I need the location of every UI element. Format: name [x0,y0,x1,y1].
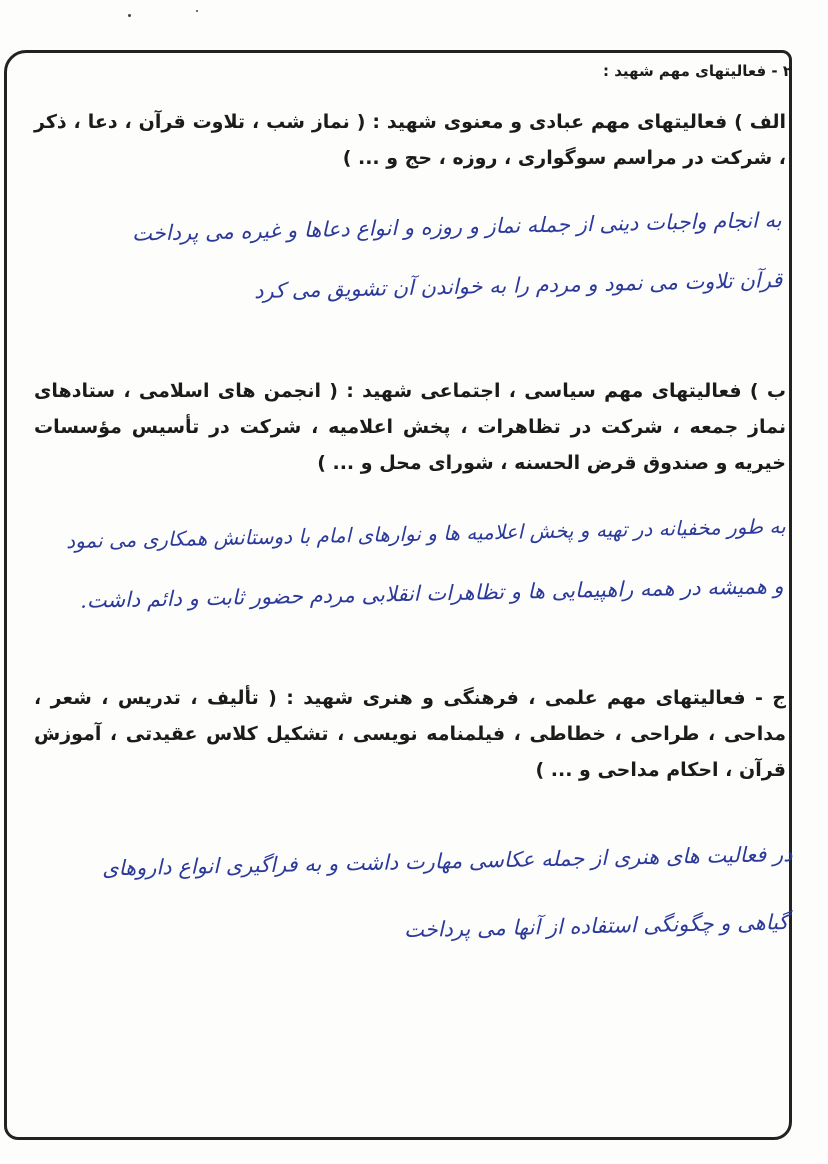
printed-paragraph-alef: الف ) فعالیتهای مهم عبادی و معنوی شهید : ( نماز شب ، تلاوت قرآن ، دعا ، ذکر ، شرکت در مراسم سوگواری ، روزه ، حج و ... ) [34,111,786,169]
handwritten-line: و همیشه در همه راهپیمایی ها و تظاهرات انقلابی مردم حضور ثابت و دائم داشت. [80,574,785,613]
section-heading: ۲ - فعالیتهای مهم شهید : [603,62,792,80]
handwritten-line: در فعالیت های هنری از جمله عکاسی مهارت داشت و به فراگیری انواع داروهای [101,842,793,881]
bleed-through-text [354,78,358,94]
printed-paragraph-jim: ج - فعالیتهای مهم علمی ، فرهنگی و هنری شهید : ( تألیف ، تدریس ، شعر ، مداحی ، طراحی ، خطاطی ، فیلمنامه نویسی ، تشکیل کلاس عقیدتی ، آموزش قرآن ، احکام مداحی و ... ) [34,687,786,781]
handwritten-line: به انجام واجبات دینی از جمله نماز و روزه و انواع دعاها و غیره می پرداخت [132,208,783,246]
printed-paragraph-be: ب ) فعالیتهای مهم سیاسی ، اجتماعی شهید : ( انجمن های اسلامی ، ستادهای نماز جمعه ، شرکت در تظاهرات ، پخش اعلامیه ، شرکت در تأسیس مؤسسات خیریه و صندوق قرض الحسنه ، شورای محل و ... ) [34,380,786,474]
handwritten-line: به طور مخفیانه در تهیه و پخش اعلامیه ها و نوارهای امام با دوستانش همکاری می نمود [66,514,787,554]
handwritten-line: گیاهی و چگونگی استفاده از آنها می پرداخت [403,910,789,943]
scan-speck [196,10,198,12]
handwritten-line: قرآن تلاوت می نمود و مردم را به خواندن آن تشویق می کرد [253,268,783,304]
scan-speck [128,14,131,17]
